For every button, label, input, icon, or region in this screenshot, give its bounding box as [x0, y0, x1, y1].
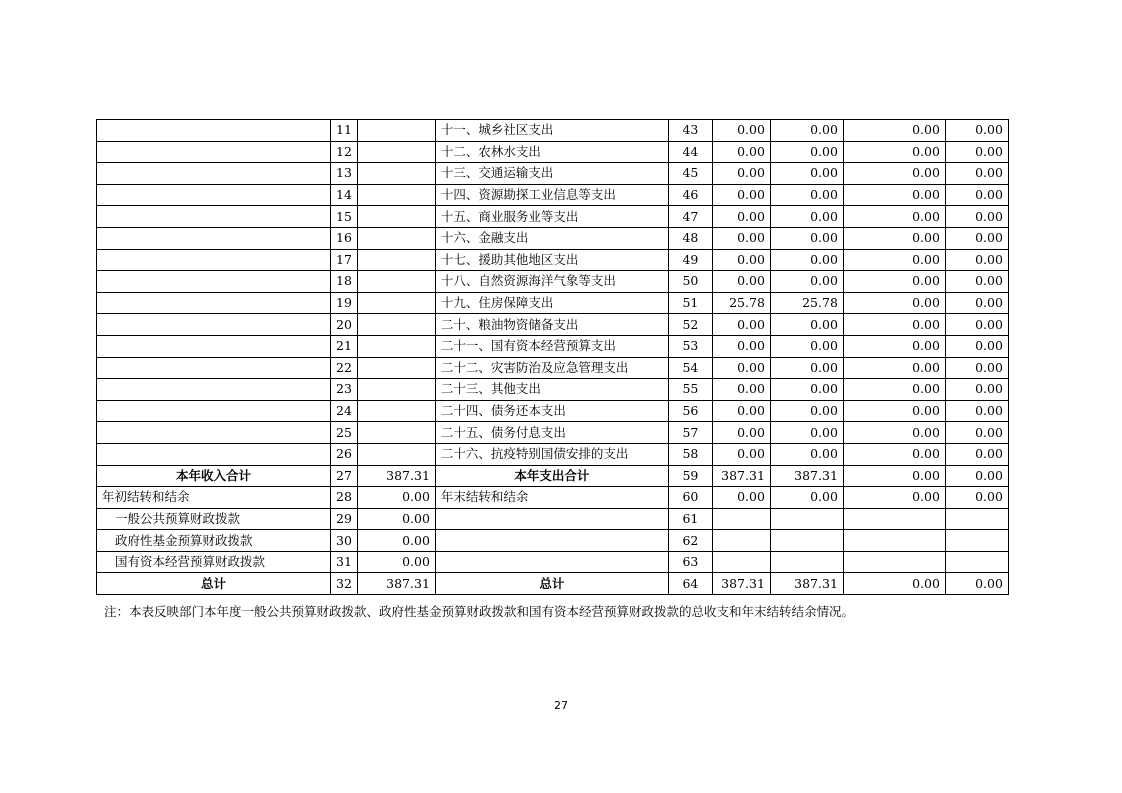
carry-over-row — [97, 487, 1009, 509]
expense-item-cell: 年末结转和结余 — [435, 487, 668, 509]
general-budget-cell: 0.00 — [770, 184, 843, 206]
table-row — [97, 400, 1009, 422]
table-row — [97, 314, 1009, 336]
income-line-number: 16 — [331, 227, 358, 249]
income-line-number: 13 — [331, 163, 358, 185]
expense-line-number: 57 — [668, 422, 712, 444]
expense-item-cell: 十八、自然资源海洋气象等支出 — [435, 271, 668, 293]
income-amount-cell — [357, 184, 435, 206]
expense-item-cell: 十五、商业服务业等支出 — [435, 206, 668, 228]
total-amount-cell: 0.00 — [712, 443, 770, 465]
expense-line-number: 44 — [668, 141, 712, 163]
total-amount-cell: 0.00 — [712, 400, 770, 422]
income-amount-cell — [357, 400, 435, 422]
income-amount-cell — [357, 249, 435, 271]
income-item-cell — [97, 292, 331, 314]
general-budget-cell: 0.00 — [770, 271, 843, 293]
empty-value-cell — [945, 508, 1008, 530]
expense-line-number: 54 — [668, 357, 712, 379]
empty-value-cell — [945, 530, 1008, 552]
expense-item-cell: 十七、援助其他地区支出 — [435, 249, 668, 271]
fund-budget-cell: 0.00 — [843, 206, 945, 228]
empty-value-cell — [770, 551, 843, 573]
income-item-cell — [97, 206, 331, 228]
income-line-number: 21 — [331, 335, 358, 357]
fund-budget-cell: 0.00 — [843, 314, 945, 336]
income-amount-cell — [357, 271, 435, 293]
income-line-number: 26 — [331, 443, 358, 465]
income-item-cell: 年初结转和结余 — [97, 487, 331, 509]
total-amount-cell: 0.00 — [712, 163, 770, 185]
expense-item-cell: 二十、粮油物资储备支出 — [435, 314, 668, 336]
income-amount-cell — [357, 335, 435, 357]
total-amount-cell: 0.00 — [712, 141, 770, 163]
table-row — [97, 141, 1009, 163]
income-line-number: 28 — [331, 487, 358, 509]
fund-budget-cell: 0.00 — [843, 141, 945, 163]
income-amount-cell — [357, 292, 435, 314]
income-line-number: 25 — [331, 422, 358, 444]
income-item-cell — [97, 400, 331, 422]
general-budget-cell: 0.00 — [770, 422, 843, 444]
expense-line-number: 48 — [668, 227, 712, 249]
income-amount-cell — [357, 163, 435, 185]
income-amount-cell — [357, 206, 435, 228]
expense-item-cell: 二十五、债务付息支出 — [435, 422, 668, 444]
state-capital-budget-cell: 0.00 — [945, 379, 1008, 401]
income-item-cell — [97, 184, 331, 206]
fund-budget-cell: 0.00 — [843, 443, 945, 465]
grand-total-row — [97, 573, 1009, 595]
income-item-cell — [97, 249, 331, 271]
table-row — [97, 184, 1009, 206]
fund-budget-cell: 0.00 — [843, 184, 945, 206]
general-budget-cell: 0.00 — [770, 443, 843, 465]
expense-line-number: 45 — [668, 163, 712, 185]
income-amount-cell — [357, 227, 435, 249]
general-budget-cell: 0.00 — [770, 227, 843, 249]
income-total-label: 本年收入合计 — [97, 465, 331, 487]
expense-line-number: 64 — [668, 573, 712, 595]
expense-item-cell — [435, 530, 668, 552]
fund-budget-cell: 0.00 — [843, 292, 945, 314]
table-row — [97, 292, 1009, 314]
general-budget-cell: 0.00 — [770, 120, 843, 142]
general-budget-cell: 387.31 — [770, 573, 843, 595]
expense-line-number: 49 — [668, 249, 712, 271]
income-item-cell — [97, 141, 331, 163]
income-line-number: 14 — [331, 184, 358, 206]
empty-value-cell — [770, 508, 843, 530]
fund-budget-cell: 0.00 — [843, 487, 945, 509]
general-budget-cell: 0.00 — [770, 314, 843, 336]
expense-line-number: 58 — [668, 443, 712, 465]
income-grand-total-label: 总计 — [97, 573, 331, 595]
income-line-number: 17 — [331, 249, 358, 271]
empty-value-cell — [843, 551, 945, 573]
state-capital-budget-cell: 0.00 — [945, 573, 1008, 595]
expense-grand-total-label: 总计 — [435, 573, 668, 595]
expense-item-cell: 二十六、抗疫特别国债安排的支出 — [435, 443, 668, 465]
state-capital-budget-cell: 0.00 — [945, 206, 1008, 228]
income-item-cell — [97, 314, 331, 336]
income-item-cell — [97, 120, 331, 142]
income-line-number: 11 — [331, 120, 358, 142]
total-amount-cell: 0.00 — [712, 184, 770, 206]
total-amount-cell: 0.00 — [712, 379, 770, 401]
total-amount-cell: 0.00 — [712, 120, 770, 142]
empty-value-cell — [712, 530, 770, 552]
empty-value-cell — [712, 551, 770, 573]
general-budget-cell: 0.00 — [770, 163, 843, 185]
empty-value-cell — [945, 551, 1008, 573]
income-line-number: 22 — [331, 357, 358, 379]
income-amount-cell: 0.00 — [357, 530, 435, 552]
state-capital-budget-cell: 0.00 — [945, 487, 1008, 509]
expense-item-cell: 二十二、灾害防治及应急管理支出 — [435, 357, 668, 379]
general-budget-cell: 0.00 — [770, 357, 843, 379]
income-line-number: 32 — [331, 573, 358, 595]
state-capital-budget-cell: 0.00 — [945, 163, 1008, 185]
state-capital-budget-cell: 0.00 — [945, 184, 1008, 206]
expense-item-cell: 二十四、债务还本支出 — [435, 400, 668, 422]
fund-budget-cell: 0.00 — [843, 163, 945, 185]
income-line-number: 31 — [331, 551, 358, 573]
income-item-cell — [97, 271, 331, 293]
empty-value-cell — [843, 530, 945, 552]
expense-item-cell: 十二、农林水支出 — [435, 141, 668, 163]
total-amount-cell: 387.31 — [712, 465, 770, 487]
general-budget-cell: 25.78 — [770, 292, 843, 314]
state-capital-budget-cell: 0.00 — [945, 357, 1008, 379]
total-amount-cell: 0.00 — [712, 271, 770, 293]
fund-budget-cell: 0.00 — [843, 465, 945, 487]
income-line-number: 30 — [331, 530, 358, 552]
state-capital-budget-cell: 0.00 — [945, 120, 1008, 142]
general-budget-cell: 0.00 — [770, 141, 843, 163]
expense-total-label: 本年支出合计 — [435, 465, 668, 487]
total-amount-cell: 0.00 — [712, 206, 770, 228]
year-total-row — [97, 465, 1009, 487]
income-amount-cell — [357, 357, 435, 379]
fund-budget-cell: 0.00 — [843, 379, 945, 401]
state-capital-budget-cell: 0.00 — [945, 314, 1008, 336]
total-amount-cell: 0.00 — [712, 357, 770, 379]
carry-sub-row — [97, 551, 1009, 573]
expense-line-number: 63 — [668, 551, 712, 573]
total-amount-cell: 0.00 — [712, 227, 770, 249]
fund-budget-cell: 0.00 — [843, 422, 945, 444]
total-amount-cell: 0.00 — [712, 335, 770, 357]
total-amount-cell: 25.78 — [712, 292, 770, 314]
carry-sub-row — [97, 508, 1009, 530]
expense-item-cell — [435, 508, 668, 530]
income-amount-cell — [357, 120, 435, 142]
expense-line-number: 56 — [668, 400, 712, 422]
table-row — [97, 163, 1009, 185]
income-line-number: 24 — [331, 400, 358, 422]
table-row — [97, 227, 1009, 249]
income-amount-cell — [357, 379, 435, 401]
expense-item-cell: 二十三、其他支出 — [435, 379, 668, 401]
empty-value-cell — [712, 508, 770, 530]
fund-budget-cell: 0.00 — [843, 249, 945, 271]
fund-budget-cell: 0.00 — [843, 573, 945, 595]
total-amount-cell: 0.00 — [712, 422, 770, 444]
expense-line-number: 51 — [668, 292, 712, 314]
income-amount-cell: 0.00 — [357, 551, 435, 573]
fund-budget-cell: 0.00 — [843, 227, 945, 249]
general-budget-cell: 0.00 — [770, 249, 843, 271]
expense-line-number: 47 — [668, 206, 712, 228]
state-capital-budget-cell: 0.00 — [945, 249, 1008, 271]
table-row — [97, 271, 1009, 293]
general-budget-cell: 0.00 — [770, 487, 843, 509]
income-line-number: 18 — [331, 271, 358, 293]
expense-item-cell: 十四、资源勘探工业信息等支出 — [435, 184, 668, 206]
table-row — [97, 335, 1009, 357]
expense-line-number: 60 — [668, 487, 712, 509]
expense-line-number: 52 — [668, 314, 712, 336]
income-line-number: 20 — [331, 314, 358, 336]
total-amount-cell: 0.00 — [712, 487, 770, 509]
state-capital-budget-cell: 0.00 — [945, 292, 1008, 314]
expense-item-cell: 十六、金融支出 — [435, 227, 668, 249]
income-item-cell: 国有资本经营预算财政拨款 — [97, 551, 331, 573]
general-budget-cell: 0.00 — [770, 206, 843, 228]
fund-budget-cell: 0.00 — [843, 357, 945, 379]
income-item-cell — [97, 422, 331, 444]
expense-line-number: 50 — [668, 271, 712, 293]
expense-item-cell — [435, 551, 668, 573]
income-item-cell — [97, 357, 331, 379]
state-capital-budget-cell: 0.00 — [945, 141, 1008, 163]
fiscal-budget-table — [96, 119, 1009, 595]
expense-line-number: 55 — [668, 379, 712, 401]
income-item-cell — [97, 227, 331, 249]
income-amount-cell — [357, 422, 435, 444]
expense-item-cell: 十三、交通运输支出 — [435, 163, 668, 185]
table-row — [97, 206, 1009, 228]
income-item-cell: 一般公共预算财政拨款 — [97, 508, 331, 530]
expense-item-cell: 十一、城乡社区支出 — [435, 120, 668, 142]
income-amount-cell: 0.00 — [357, 487, 435, 509]
expense-line-number: 62 — [668, 530, 712, 552]
income-line-number: 27 — [331, 465, 358, 487]
general-budget-cell: 0.00 — [770, 379, 843, 401]
general-budget-cell: 0.00 — [770, 400, 843, 422]
income-line-number: 15 — [331, 206, 358, 228]
income-amount-cell — [357, 141, 435, 163]
income-line-number: 19 — [331, 292, 358, 314]
table-row — [97, 357, 1009, 379]
expense-line-number: 46 — [668, 184, 712, 206]
table-row — [97, 443, 1009, 465]
income-amount-cell — [357, 314, 435, 336]
expense-item-cell: 十九、住房保障支出 — [435, 292, 668, 314]
income-item-cell — [97, 379, 331, 401]
state-capital-budget-cell: 0.00 — [945, 422, 1008, 444]
expense-item-cell: 二十一、国有资本经营预算支出 — [435, 335, 668, 357]
table-row — [97, 422, 1009, 444]
carry-sub-row — [97, 530, 1009, 552]
state-capital-budget-cell: 0.00 — [945, 465, 1008, 487]
general-budget-cell: 0.00 — [770, 335, 843, 357]
expense-line-number: 61 — [668, 508, 712, 530]
income-item-cell: 政府性基金预算财政拨款 — [97, 530, 331, 552]
expense-line-number: 53 — [668, 335, 712, 357]
income-line-number: 23 — [331, 379, 358, 401]
total-amount-cell: 387.31 — [712, 573, 770, 595]
state-capital-budget-cell: 0.00 — [945, 443, 1008, 465]
total-amount-cell: 0.00 — [712, 314, 770, 336]
table-footnote: 注：本表反映部门本年度一般公共预算财政拨款、政府性基金预算财政拨款和国有资本经营预算财政拨款的总收支和年末结转结余情况。 — [104, 604, 855, 619]
table-row — [97, 120, 1009, 142]
income-item-cell — [97, 163, 331, 185]
fund-budget-cell: 0.00 — [843, 120, 945, 142]
income-amount-cell: 0.00 — [357, 508, 435, 530]
expense-line-number: 43 — [668, 120, 712, 142]
state-capital-budget-cell: 0.00 — [945, 271, 1008, 293]
table-body — [97, 120, 1009, 595]
total-amount-cell: 0.00 — [712, 249, 770, 271]
fund-budget-cell: 0.00 — [843, 335, 945, 357]
income-item-cell — [97, 443, 331, 465]
table-row — [97, 379, 1009, 401]
table-row — [97, 249, 1009, 271]
general-budget-cell: 387.31 — [770, 465, 843, 487]
income-line-number: 12 — [331, 141, 358, 163]
page-number: 27 — [554, 699, 568, 712]
fund-budget-cell: 0.00 — [843, 271, 945, 293]
expense-line-number: 59 — [668, 465, 712, 487]
state-capital-budget-cell: 0.00 — [945, 400, 1008, 422]
fund-budget-cell: 0.00 — [843, 400, 945, 422]
income-amount-cell — [357, 443, 435, 465]
income-amount-cell: 387.31 — [357, 573, 435, 595]
income-amount-cell: 387.31 — [357, 465, 435, 487]
income-line-number: 29 — [331, 508, 358, 530]
income-item-cell — [97, 335, 331, 357]
state-capital-budget-cell: 0.00 — [945, 227, 1008, 249]
empty-value-cell — [843, 508, 945, 530]
empty-value-cell — [770, 530, 843, 552]
state-capital-budget-cell: 0.00 — [945, 335, 1008, 357]
